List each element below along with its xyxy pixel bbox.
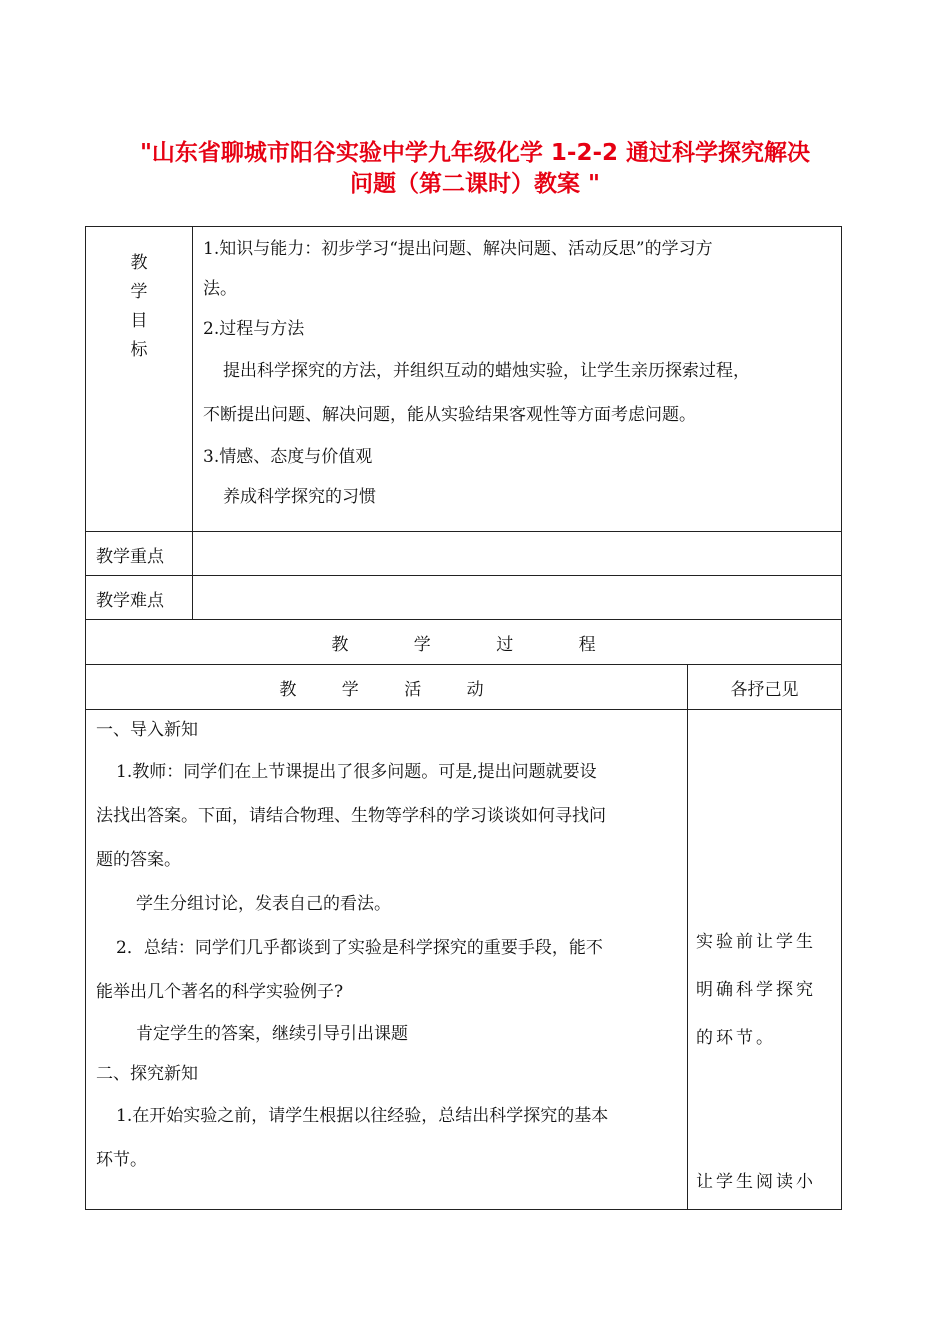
- activity-header-char: 活: [404, 679, 422, 700]
- activity-line: 学生分组讨论，发表自己的看法。: [136, 894, 391, 914]
- note-line: 让学生阅读小: [696, 1172, 816, 1192]
- activity-line: 1.教师：同学们在上节课提出了很多问题。可是,提出问题就要设: [116, 762, 597, 782]
- key-point-label: 教学重点: [86, 532, 193, 576]
- goals-label-char: 教: [130, 253, 148, 273]
- goals-label-char: 目: [130, 311, 148, 331]
- note-line: 的环节。: [696, 1028, 776, 1048]
- activities-content: [86, 710, 688, 1210]
- title-line-1: "山东省聊城市阳谷实验中学九年级化学 1-2-2 通过科学探究解决: [139, 140, 811, 166]
- activity-header-char: 教: [279, 679, 297, 700]
- notes-header: 各抒己见: [688, 665, 842, 710]
- difficulty-value: [193, 576, 842, 620]
- goal-line: 1.知识与能力：初步学习“提出问题、解决问题、活动反思”的学习方: [203, 239, 713, 259]
- goals-label: [86, 227, 193, 532]
- process-header-row: [86, 620, 842, 665]
- process-header-char: 学: [413, 634, 431, 655]
- goal-line: 3.情感、态度与价值观: [203, 447, 373, 467]
- notes-content: [688, 710, 842, 1210]
- activity-line: 能举出几个著名的科学实验例子?: [96, 982, 344, 1002]
- process-header-char: 过: [496, 634, 514, 655]
- note-line: 明确科学探究: [696, 980, 816, 1000]
- goals-content: [193, 227, 842, 532]
- activity-line: 2．总结：同学们几乎都谈到了实验是科学探究的重要手段，能不: [116, 938, 603, 958]
- activity-line: 二、探究新知: [96, 1064, 198, 1084]
- activity-header-row: [86, 665, 842, 710]
- key-point-value: [193, 532, 842, 576]
- activity-line: 环节。: [96, 1150, 147, 1170]
- goals-label-char: 学: [130, 282, 148, 302]
- goal-line: 养成科学探究的习惯: [223, 487, 376, 507]
- goals-label-char: 标: [130, 340, 148, 360]
- activity-line: 1.在开始实验之前，请学生根据以往经验，总结出科学探究的基本: [116, 1106, 609, 1126]
- document-title: [90, 138, 860, 200]
- goal-line: 不断提出问题、解决问题，能从实验结果客观性等方面考虑问题。: [203, 405, 696, 425]
- activity-line: 题的答案。: [96, 850, 181, 870]
- activity-header: [86, 665, 688, 710]
- process-header-char: 程: [578, 634, 596, 655]
- process-header-char: 教: [331, 634, 349, 655]
- difficulty-label: 教学难点: [86, 576, 193, 620]
- goal-line: 提出科学探究的方法，并组织互动的蜡烛实验，让学生亲历探索过程，: [223, 361, 750, 381]
- activity-line: 一、导入新知: [96, 720, 198, 740]
- activity-line: 法找出答案。下面，请结合物理、生物等学科的学习谈谈如何寻找问: [96, 806, 606, 826]
- title-line-2: 问题（第二课时）教案 ": [350, 171, 600, 197]
- lesson-plan-table: [85, 226, 842, 1210]
- activity-line: 肯定学生的答案，继续引导引出课题: [136, 1024, 408, 1044]
- goal-line: 2.过程与方法: [203, 319, 305, 339]
- difficulty-row: [86, 576, 842, 620]
- goals-row: [86, 227, 842, 532]
- goal-line: 法。: [203, 279, 237, 299]
- process-header: [86, 620, 842, 665]
- activities-row: [86, 710, 842, 1210]
- activity-header-char: 动: [466, 679, 484, 700]
- activity-header-char: 学: [341, 679, 359, 700]
- key-point-row: [86, 532, 842, 576]
- note-line: 实验前让学生: [696, 932, 816, 952]
